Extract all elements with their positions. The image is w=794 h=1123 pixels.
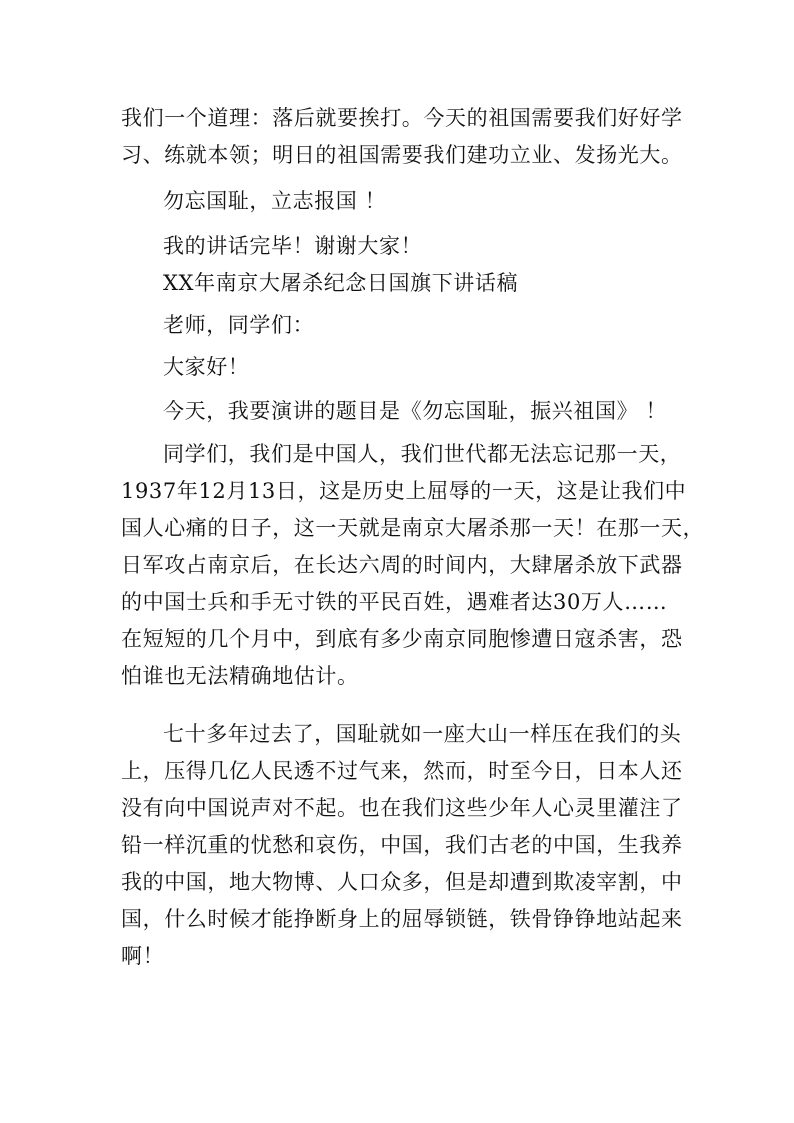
text-line: 国，什么时候才能挣断身上的屈辱锁链，铁骨铮铮地站起来 — [121, 907, 683, 931]
text-line: 同学们，我们是中国人，我们世代都无法忘记那一天， — [163, 442, 682, 466]
closing-text: 我的讲话完毕！谢谢大家！ — [163, 234, 423, 258]
text-line: 七十多年过去了，国耻就如一座大山一样压在我们的头 — [163, 722, 682, 746]
topic-text: 今天，我要演讲的题目是《勿忘国耻，振兴祖国》 ！ — [163, 399, 668, 423]
paragraph-intro — [121, 100, 681, 174]
slogan-line — [121, 183, 681, 220]
greeting-text: 大家好！ — [163, 355, 250, 379]
text-line: 上，压得几亿人民透不过气来，然而，时至今日，日本人还 — [121, 759, 683, 783]
salutation — [121, 307, 681, 344]
text-line: 没有向中国说声对不起。也在我们这些少年人心灵里灌注了 — [121, 796, 683, 820]
text-line: 啊！ — [121, 944, 165, 968]
text-line: 1937年12月13日，这是历史上屈辱的一天，这是让我们中 — [121, 479, 687, 503]
text-line: 在短短的几个月中，到底有多少南京同胞惨遭日寇杀害，恐 — [121, 627, 683, 651]
text-line: 国人心痛的日子，这一天就是南京大屠杀那一天！在那一天， — [121, 516, 705, 540]
speech-title-text: XX年南京大屠杀纪念日国旗下讲话稿 — [163, 271, 519, 295]
topic-line — [121, 393, 681, 430]
salutation-text: 老师，同学们： — [163, 313, 315, 337]
slogan-text: 勿忘国耻，立志报国 ！ — [163, 189, 387, 213]
text-line: 我的中国，地大物博、人口众多，但是却遭到欺凌宰割，中 — [121, 870, 683, 894]
greeting — [121, 349, 681, 386]
text-line: 日军攻占南京后，在长达六周的时间内，大肆屠杀放下武器 — [121, 553, 683, 577]
paragraph-reflection — [121, 716, 681, 975]
text-line: 我们一个道理：落后就要挨打。今天的祖国需要我们好好学 — [121, 106, 683, 130]
speech-title — [121, 265, 681, 302]
closing-line — [121, 228, 681, 265]
paragraph-history — [121, 436, 705, 695]
text-line: 怕谁也无法精确地估计。 — [121, 664, 359, 688]
text-line: 的中国士兵和手无寸铁的平民百姓，遇难者达30万人…… — [121, 590, 668, 614]
text-line: 铅一样沉重的忧愁和哀伤，中国，我们古老的中国，生我养 — [121, 833, 683, 857]
text-line: 习、练就本领；明日的祖国需要我们建功立业、发扬光大。 — [121, 143, 683, 167]
